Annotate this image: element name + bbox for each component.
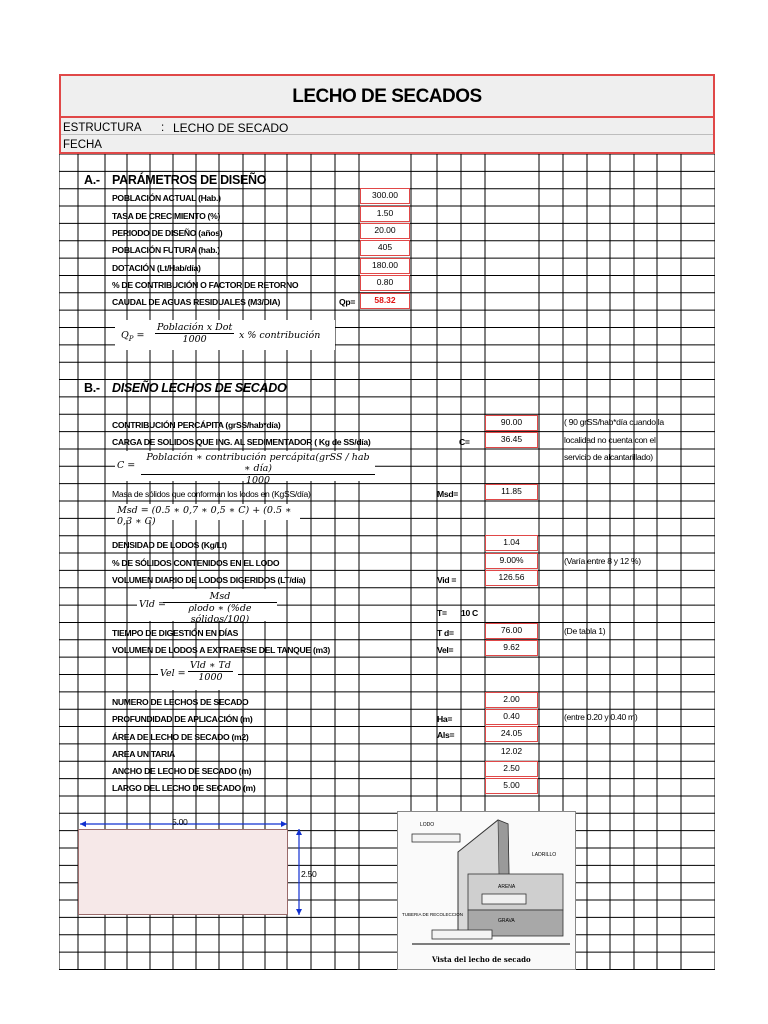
- vel-formula-numerator: Vld ∗ Td: [190, 660, 231, 671]
- c-symbol: C=: [459, 437, 470, 447]
- largo-value[interactable]: 5.00: [485, 778, 538, 794]
- tasa-crecimiento-value[interactable]: 1.50: [360, 206, 410, 222]
- vel-symbol: Vel=: [437, 645, 454, 655]
- densidad-value[interactable]: 1.04: [485, 535, 538, 551]
- als-symbol: Als=: [437, 730, 455, 740]
- c-formula-denominator: 1000: [245, 475, 271, 486]
- largo-label: LARGO DEL LECHO DE SECADO (m): [112, 783, 256, 793]
- temperatura-symbol: T=: [437, 608, 447, 618]
- sand-layer: [468, 874, 563, 910]
- label-ladrillo: LADRILLO: [532, 852, 557, 858]
- vld-formula-denominator: ρlodo ∗ (%de sólidos/100): [188, 603, 252, 625]
- title-band: [59, 74, 715, 118]
- caudal-label: CAUDAL DE AGUAS RESIDUALES (M3/DIA): [112, 297, 281, 307]
- volumen-diario-label: VOLUMEN DIARIO DE LODOS DIGERIDOS (LT/día): [112, 575, 306, 585]
- formula-c: [115, 451, 375, 486]
- volumen-extraer-value[interactable]: 9.62: [485, 640, 538, 656]
- length-arrow-left: [80, 821, 86, 827]
- ancho-value[interactable]: 2.50: [485, 761, 538, 777]
- tiempo-digestion-value[interactable]: 76.00: [485, 623, 538, 639]
- densidad-label: DENSIDAD DE LODOS (Kg/Lt): [112, 540, 227, 550]
- solidos-note: (Varía entre 8 y 12 %): [564, 556, 641, 566]
- area-unitaria-label: AREA UNITARIA: [112, 749, 175, 759]
- brick-block: [482, 894, 526, 904]
- qp-formula-sub: P: [128, 334, 134, 343]
- section-a-title: PARÁMETROS DE DISEÑO: [112, 173, 267, 187]
- qp-formula-denominator: 1000: [182, 334, 207, 345]
- profundidad-label: PROFUNDIDAD DE APLICACIÓN (m): [112, 714, 253, 724]
- temperatura-value: 10 C: [461, 608, 478, 618]
- section-b-code: B.-: [84, 381, 100, 395]
- caudal-value[interactable]: 58.32: [360, 293, 410, 309]
- figure-caption: Vista del lecho de secado: [432, 955, 531, 964]
- numero-lechos-label: NUMERO DE LECHOS DE SECADO: [112, 697, 249, 707]
- tasa-crecimiento-label: TASA DE CRECIMIENTO (%): [112, 211, 221, 221]
- fecha-label: FECHA: [63, 139, 102, 151]
- msd-formula-text: Msd = (0.5 ∗ 0,7 ∗ 0,5 ∗ C) + (0.5 ∗ 0,3 ∗ C): [117, 505, 292, 527]
- width-arrow-bottom: [296, 909, 302, 915]
- dotacion-label: DOTACIÓN (Lt/Hab/día): [112, 263, 201, 273]
- section-a-code: A.-: [84, 173, 100, 187]
- vld-formula-lhs: Vld =: [139, 599, 166, 610]
- solidos-label: % DE SÓLIDOS CONTENIDOS EN EL LODO: [112, 558, 280, 568]
- vel-formula-lhs: Vel =: [160, 668, 186, 679]
- formula-msd: [115, 504, 300, 527]
- msd-symbol: Msd=: [437, 489, 459, 499]
- td-symbol: T d=: [437, 628, 454, 638]
- label-lodo: LODO: [420, 822, 435, 828]
- periodo-diseno-label: PERIODO DE DISEÑO (años): [112, 228, 223, 238]
- poblacion-actual-value[interactable]: 300.00: [360, 188, 410, 204]
- contribucion-value[interactable]: 0.80: [360, 275, 410, 291]
- volumen-extraer-label: VOLUMEN DE LODOS A EXTRAERSE DEL TANQUE (m3): [112, 645, 330, 655]
- vel-formula-denominator: 1000: [198, 672, 223, 683]
- label-arena: ARENA: [498, 884, 516, 890]
- width-label: 2.50: [301, 869, 317, 879]
- contribucion-percapita-value[interactable]: 90.00: [485, 415, 538, 431]
- tiempo-note: (De tabla 1): [564, 626, 606, 636]
- formula-vld: [137, 589, 277, 625]
- profundidad-value[interactable]: 0.40: [485, 709, 538, 725]
- volumen-diario-value[interactable]: 126.56: [485, 570, 538, 586]
- vld-formula-numerator: Msd: [163, 591, 277, 603]
- dimension-arrows: [59, 804, 319, 924]
- contribucion-note-line3: servicio de alcantarillado): [564, 452, 653, 462]
- poblacion-futura-label: POBLACIÓN FUTURA (hab.): [112, 245, 220, 255]
- collection-pipe: [432, 930, 492, 939]
- dotacion-value[interactable]: 180.00: [360, 258, 410, 274]
- tiempo-digestion-label: TIEMPO DE DIGESTIÓN EN DÍAS: [112, 628, 239, 638]
- qp-formula-lhs: Q: [121, 330, 129, 341]
- solidos-value[interactable]: 9.00%: [485, 553, 538, 569]
- periodo-diseno-value[interactable]: 20.00: [360, 223, 410, 239]
- carga-solidos-value[interactable]: 36.45: [485, 432, 538, 448]
- area-lecho-label: ÁREA DE LECHO DE SECADO (m2): [112, 732, 249, 742]
- header-info-band: [59, 118, 715, 154]
- c-formula-numerator: Población ∗ contribución percápita(grSS / hab ∗ día): [141, 452, 375, 475]
- c-formula-lhs: C =: [117, 460, 136, 471]
- ancho-label: ANCHO DE LECHO DE SECADO (m): [112, 766, 252, 776]
- label-tuberia: TUBERIA DE RECOLECCION: [402, 912, 464, 917]
- sludge-inlet-pipe: [412, 834, 460, 842]
- estructura-label: ESTRUCTURA: [63, 122, 142, 134]
- qp-symbol: Qp=: [339, 297, 356, 307]
- estructura-value: LECHO DE SECADO: [173, 121, 289, 135]
- length-arrow-right: [281, 821, 287, 827]
- masa-solidos-value[interactable]: 11.85: [485, 484, 538, 500]
- band-divider: [61, 134, 713, 135]
- lecho-section-figure: [397, 811, 576, 970]
- formula-qp: $Q_P$ = Población x Dot 1000 x % contribución: [115, 320, 335, 350]
- masa-solidos-label: Masa de sólidos que conforman los lodos en (KgSS/día): [112, 489, 311, 499]
- section-b-title: DISEÑO LECHOS DE SECADO: [112, 381, 287, 395]
- figure-drawing: [398, 812, 576, 970]
- area-lecho-value[interactable]: 24.05: [485, 726, 538, 742]
- poblacion-actual-label: POBLACIÓN ACTUAL (Hab.): [112, 193, 221, 203]
- numero-lechos-value[interactable]: 2.00: [485, 692, 538, 708]
- poblacion-futura-value[interactable]: 405: [360, 240, 410, 256]
- width-arrow-top: [296, 829, 302, 835]
- formula-vel: [158, 658, 238, 690]
- label-grava: GRAVA: [498, 918, 515, 924]
- estructura-separator: :: [161, 122, 165, 134]
- carga-solidos-label: CARGA DE SOLIDOS QUE ING. AL SEDIMENTADOR ( Kg de SS/día): [112, 437, 371, 447]
- spreadsheet: [59, 74, 715, 970]
- contribucion-label: % DE CONTRIBUCIÓN O FACTOR DE RETORNO: [112, 280, 299, 290]
- length-label: 5.00: [172, 817, 188, 827]
- area-unitaria-value: 12.02: [500, 746, 523, 756]
- contribucion-percapita-label: CONTRIBUCIÓN PERCÁPITA (grSS/hab*día): [112, 420, 281, 430]
- ha-symbol: Ha=: [437, 714, 453, 724]
- page-title: LECHO DE SECADOS: [292, 86, 482, 107]
- qp-formula-numerator: Población x Dot: [157, 322, 233, 333]
- profundidad-note: (entre 0.20 y 0.40 m): [564, 712, 638, 722]
- qp-formula-tail: x % contribución: [239, 330, 321, 341]
- contribucion-note-line1: ( 90 grSS/hab*día cuando la: [564, 417, 664, 427]
- contribucion-note-line2: localidad no cuenta con el: [564, 435, 656, 445]
- vid-symbol: Vid =: [437, 575, 457, 585]
